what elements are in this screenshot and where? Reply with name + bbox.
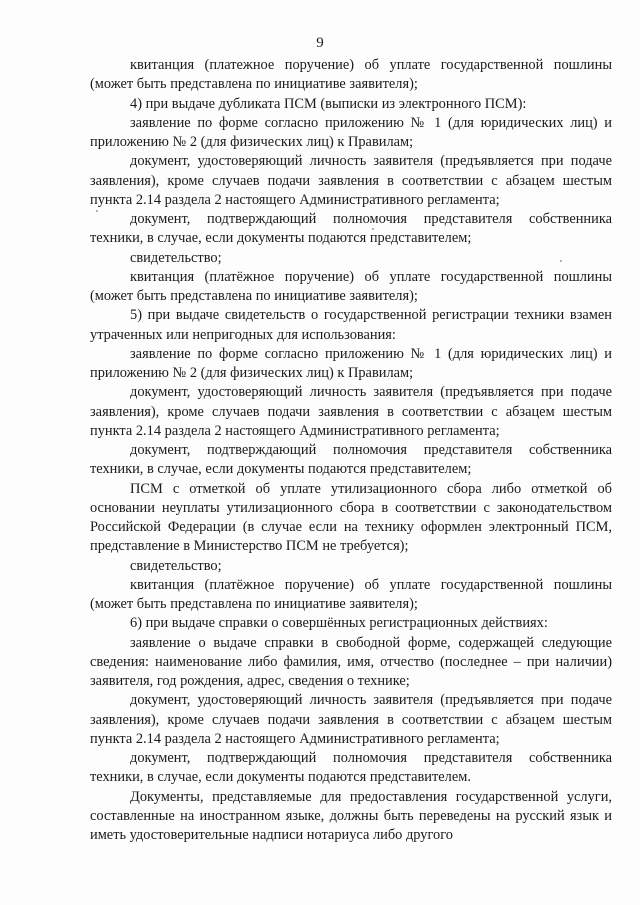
paragraph: 5) при выдаче свидетельств о государственной регистрации техники взамен утраченных или непригодных для использования: [90,307,612,343]
paragraph: свидетельство; [130,557,222,574]
paragraph: свидетельство; [130,249,222,266]
document-body [90,56,612,845]
paragraph: квитанция (платёжное поручение) об уплате государственной пошлины (может быть представлена по инициативе заявителя); [90,576,612,612]
paragraph: документ, подтверждающий полномочия представителя собственника техники, в случае, если документы подаются представителем. [90,750,612,786]
paragraph: заявление о выдаче справки в свободной форме, содержащей следующие сведения: наименование либо фамилия, имя, отчество (последнее – при наличии) заявителя, год рождения, адрес, сведения о технике; [90,634,612,689]
paragraph: 4) при выдаче дубликата ПСМ (выписки из электронного ПСМ): [130,95,527,112]
scan-speck [560,260,562,262]
paragraph: Документы, представляемые для предоставления государственной услуги, составленные на иностранном языке, должны быть переведены на русский язык и иметь удостоверительные надписи нотариуса либо другого [90,788,612,843]
paragraph: квитанция (платежное поручение) об уплате государственной пошлины (может быть представлена по инициативе заявителя); [90,57,612,93]
paragraph: заявление по форме согласно приложению № 1 (для юридических лиц) и приложению № 2 (для физических лиц) к Правилам; [90,114,612,150]
paragraph: документ, подтверждающий полномочия представителя собственника техники, в случае, если документы подаются представителем; [90,442,612,478]
paragraph: документ, удостоверяющий личность заявителя (предъявляется при подаче заявления), кроме случаев подачи заявления в соответствии с абзацем шестым пункта 2.14 раздела 2 настоящего Административного регламента; [90,153,612,208]
paragraph: квитанция (платёжное поручение) об уплате государственной пошлины (может быть представлена по инициативе заявителя); [90,268,612,304]
paragraph: 6) при выдаче справки о совершённых регистрационных действиях: [130,615,548,632]
paragraph: документ, удостоверяющий личность заявителя (предъявляется при подаче заявления), кроме случаев подачи заявления в соответствии с абзацем шестым пункта 2.14 раздела 2 настоящего Административного регламента; [90,692,612,747]
scan-speck [372,228,374,230]
scan-speck [96,210,98,212]
paragraph: документ, удостоверяющий личность заявителя (предъявляется при подаче заявления), кроме случаев подачи заявления в соответствии с абзацем шестым пункта 2.14 раздела 2 настоящего Административного регламента; [90,384,612,439]
paragraph: документ, подтверждающий полномочия представителя собственника техники, в случае, если документы подаются представителем; [90,211,612,247]
page-number: 9 [316,35,324,51]
paragraph: заявление по форме согласно приложению № 1 (для юридических лиц) и приложению № 2 (для физических лиц) к Правилам; [90,345,612,381]
paragraph: ПСМ с отметкой об уплате утилизационного сбора либо отметкой об основании неуплаты утилизационного сбора в соответствии с законодательством Российской Федерации (в случае если на технику оформлен электронный ПСМ, представление в Министерство ПСМ не требуется); [90,480,612,555]
